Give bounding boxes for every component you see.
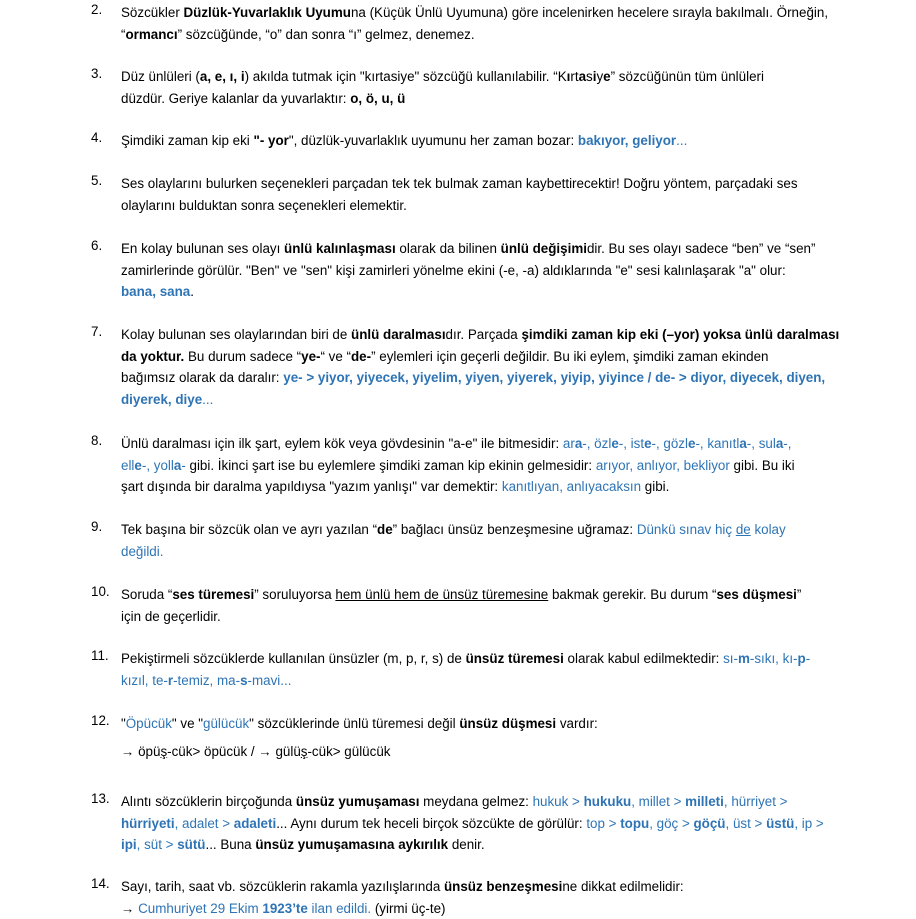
text-run: orman [125, 27, 166, 42]
text-run: göçü [694, 816, 726, 831]
item-number: 7. [91, 324, 119, 339]
text-line [121, 324, 861, 346]
text-line [121, 66, 861, 88]
text-run: Kolay bulunan ses olaylarından biri de [121, 327, 351, 342]
text-run: , göç > [649, 816, 693, 831]
text-run: a [739, 436, 746, 451]
text-run: olarak kabul edilmektedir: [564, 651, 723, 666]
item-text [121, 876, 861, 919]
item-number: 6. [91, 238, 119, 253]
text-run: Dünkü sınav hiç [637, 522, 736, 537]
text-run: -, ist [619, 436, 644, 451]
text-run: . [190, 284, 194, 299]
text-run: 1923’te [262, 901, 307, 916]
item-number: 2. [91, 2, 119, 17]
text-run: a [575, 436, 582, 451]
text-line [121, 541, 861, 563]
text-run: ... Aynı durum tek heceli birçok sözcükte de görülür: [276, 816, 586, 831]
text-run: , millet > [631, 794, 685, 809]
text-run: s [240, 673, 247, 688]
text-run: de [377, 522, 393, 537]
text-run: , adalet > [175, 816, 234, 831]
text-run: hürriyeti [121, 816, 175, 831]
text-run: hukuku [584, 794, 632, 809]
text-run: -, özl [582, 436, 611, 451]
text-run: ünsüz benzeşmesi [444, 879, 562, 894]
item-text [121, 791, 861, 856]
text-run: gibi. Bu iki [730, 458, 795, 473]
text-run: e [134, 458, 141, 473]
text-run: -cük> gülücük [307, 744, 390, 759]
text-line [121, 433, 861, 455]
text-line [121, 519, 861, 541]
text-run: ” bağlacı ünsüz benzeşmesine uğramaz: [393, 522, 637, 537]
text-run: a [776, 436, 783, 451]
example-line [121, 741, 861, 763]
text-line [121, 813, 861, 835]
text-run: ünsüz yumuşaması [296, 794, 420, 809]
text-run: Düz ünlüleri ( [121, 69, 200, 84]
text-run: ünsüz düşmesi [459, 716, 556, 731]
text-run: de- [351, 349, 371, 364]
item-text [121, 713, 861, 762]
text-run: En kolay bulunan ses olayı [121, 241, 284, 256]
text-run: Cumhuriyet 29 Ekim [138, 901, 262, 916]
text-run: ı [567, 69, 571, 84]
text-run: da yoktur. [121, 349, 184, 364]
text-run: cı [166, 27, 177, 42]
text-run: e [611, 436, 618, 451]
text-run: üstü [766, 816, 794, 831]
text-run: Sözcükler [121, 5, 184, 20]
text-run: e [688, 436, 695, 451]
text-run: kızıl, te- [121, 673, 168, 688]
item-number: 4. [91, 130, 119, 145]
text-run: ş [301, 744, 308, 759]
item-number: 11. [91, 648, 119, 663]
text-run: milleti [685, 794, 724, 809]
item-number: 13. [91, 791, 119, 806]
text-run: olaylarını bulduktan sonra seçenekleri elemektir. [121, 198, 407, 213]
item-number: 3. [91, 66, 119, 81]
text-run: -, [783, 436, 791, 451]
text-run: ) akılda tutmak için "kırtasiye" sözcüğü kullanılabilir. “K [245, 69, 567, 84]
text-line [121, 260, 861, 282]
text-run: → [121, 901, 138, 916]
text-run: ünsüz türemesi [466, 651, 564, 666]
text-run: "- yor [253, 133, 288, 148]
text-run: ” soruluyorsa [254, 587, 335, 602]
text-run: “ ve “ [320, 349, 351, 364]
text-line [121, 367, 861, 389]
text-run: - [181, 458, 185, 473]
text-run: ye- > yiyor, yiyecek, yiyelim, yiyen, yiyerek, yiyip, yiyince / de- > diyor, diyecek, diyen, [283, 370, 825, 385]
item-text [121, 519, 861, 562]
text-run: denir. [448, 837, 484, 852]
text-run: ... [202, 392, 213, 407]
item-text [121, 130, 861, 152]
text-line [121, 2, 861, 24]
text-run: ş [160, 744, 167, 759]
text-run: bakıyor, geliyor [578, 133, 676, 148]
text-run: a [579, 69, 586, 84]
item-text [121, 584, 861, 627]
text-run: düzdür. Geriye kalanlar da yuvarlaktır: [121, 91, 350, 106]
text-run: şart dışında bir daralma yapıldıysa "yazım yanlışı" var demektir: [121, 479, 502, 494]
text-run: ... [676, 133, 687, 148]
item-text [121, 2, 861, 45]
item-text [121, 648, 861, 691]
text-run: Ünlü daralması için ilk şart, eylem kök veya gövdesinin "a-e" ile bitmesidir: [121, 436, 563, 451]
text-run: ” sözcüğünde, “o” dan sonra “ı” gelmez, denemez. [178, 27, 475, 42]
text-line [121, 606, 861, 628]
text-run: gibi. [641, 479, 669, 494]
text-run: zamirlerinde görülür. "Ben" ve "sen" kişi zamirleri yönelme ekini (-e, -a) aldıklarında "e" sesi kalınlaşarak "a" olur: [121, 263, 786, 278]
text-run: e [644, 436, 651, 451]
text-run: y [596, 69, 603, 84]
item-text [121, 66, 861, 109]
text-run: Sayı, tarih, saat vb. sözcüklerin rakamla yazılışlarında [121, 879, 444, 894]
text-line [121, 455, 861, 477]
text-run: arıyor, anlıyor, bekliyor [596, 458, 730, 473]
text-run: " ve " [172, 716, 203, 731]
text-run: -mavi... [248, 673, 292, 688]
text-run: adaleti [234, 816, 276, 831]
text-run: dır. Parçada [446, 327, 522, 342]
item-number: 9. [91, 519, 119, 534]
text-run: Öpücük [126, 716, 172, 731]
text-line [121, 281, 861, 303]
item-text [121, 173, 861, 216]
item-number: 8. [91, 433, 119, 448]
text-run: e [603, 69, 610, 84]
text-run: s [586, 69, 593, 84]
text-run: dir. Bu ses olayı sadece “ben” ve “sen” [587, 241, 816, 256]
item-number: 10. [91, 584, 119, 599]
text-run: Bu durum sadece “ [184, 349, 301, 364]
text-run: gibi. İkinci şart ise bu eylemlere şimdiki zaman kip ekinin gelmesidir: [186, 458, 596, 473]
text-run: o, ö, u, ü [350, 91, 405, 106]
text-run: ses düşmesi [716, 587, 796, 602]
text-run: a [174, 458, 181, 473]
text-run: -, yoll [142, 458, 174, 473]
text-run: kolay [751, 522, 786, 537]
text-line [121, 648, 861, 670]
text-run: ", düzlük-yuvarlaklık uyumunu her zaman bozar: [289, 133, 578, 148]
text-run: bana, sana [121, 284, 190, 299]
text-line [121, 476, 861, 498]
item-text [121, 324, 861, 410]
text-line [121, 389, 861, 411]
text-run: " sözcüklerinde ünlü türemesi değil [249, 716, 459, 731]
text-run: , hürriyet > [724, 794, 788, 809]
text-run: şimdiki zaman kip eki (–yor) yoksa ünlü daralması [521, 327, 839, 342]
text-run: vardır: [556, 716, 598, 731]
text-run: Ses olaylarını bulurken seçenekleri parçadan tek tek bulmak zaman kaybettirecektir! Doğru yöntem, parçadaki ses [121, 176, 798, 191]
text-run: rt [570, 69, 578, 84]
text-run: gülücük [203, 716, 249, 731]
text-run: a, e, ı, i [200, 69, 245, 84]
text-run: ” eylemleri için geçerli değildir. Bu iki eylem, şimdiki zaman ekinden [371, 349, 768, 364]
item-number: 12. [91, 713, 119, 728]
text-line [121, 346, 861, 368]
text-run: Şimdiki zaman kip eki [121, 133, 253, 148]
text-run: ne dikkat edilmelidir: [562, 879, 683, 894]
text-line [121, 238, 861, 260]
text-run: ye- [301, 349, 320, 364]
text-line [121, 24, 861, 46]
text-run: meydana gelmez: [419, 794, 532, 809]
text-run: ünlü değişimi [501, 241, 587, 256]
text-run: de [736, 522, 751, 537]
text-line [121, 876, 861, 898]
text-run: ell [121, 458, 134, 473]
text-run: m [738, 651, 750, 666]
text-run: -, sul [747, 436, 776, 451]
text-run: sı- [723, 651, 738, 666]
text-run: → öpü [121, 744, 160, 759]
text-run: kanıtlıyan, anlıyacaksın [502, 479, 641, 494]
text-run: ünsüz yumuşamasına aykırılık [255, 837, 448, 852]
text-run: Düzlük-Yuvarlaklık Uyumu [184, 5, 351, 20]
text-run: topu [620, 816, 649, 831]
text-line [121, 88, 861, 110]
text-run: -, kanıtl [695, 436, 739, 451]
text-run: için de geçerlidir. [121, 609, 221, 624]
text-run: sütü [177, 837, 205, 852]
text-run: ar [563, 436, 575, 451]
text-run: hukuk > [533, 794, 584, 809]
text-run: Pekiştirmeli sözcüklerde kullanılan ünsüzler (m, p, r, s) de [121, 651, 466, 666]
text-run: Tek başına bir sözcük olan ve ayrı yazılan “ [121, 522, 377, 537]
text-line [121, 791, 861, 813]
text-run: , ip > [794, 816, 823, 831]
text-run: ünlü kalınlaşması [284, 241, 396, 256]
text-run: i [593, 69, 597, 84]
text-run: ilan edildi. [308, 901, 371, 916]
text-line [121, 670, 861, 692]
text-run: na (Küçük Ünlü Uyumuna) göre incelenirken hecelere sırayla bakılmalı. Örneğin, [351, 5, 828, 20]
text-run: bağımsız olarak da daralır: [121, 370, 283, 385]
text-run: (yirmi üç-te) [371, 901, 445, 916]
text-line [121, 713, 861, 735]
text-run: hem ünlü hem de ünsüz türemesine [335, 587, 548, 602]
text-run: -sıkı, kı- [750, 651, 798, 666]
text-run: ünlü daralması [351, 327, 446, 342]
text-run: ” sözcüğünün tüm ünlüleri [611, 69, 764, 84]
text-run: Soruda “ [121, 587, 172, 602]
text-line [121, 173, 861, 195]
text-run: , üst > [726, 816, 767, 831]
text-run: ses türemesi [172, 587, 254, 602]
text-line [121, 195, 861, 217]
text-line [121, 584, 861, 606]
text-run: diyerek, diye [121, 392, 202, 407]
text-run: -temiz, ma- [173, 673, 240, 688]
text-line [121, 834, 861, 856]
text-run: - [806, 651, 810, 666]
text-run: " [121, 716, 126, 731]
text-run: , süt > [137, 837, 178, 852]
text-run: Alıntı sözcüklerin birçoğunda [121, 794, 296, 809]
text-run: değildi. [121, 544, 163, 559]
item-number: 14. [91, 876, 119, 891]
text-line [121, 130, 861, 152]
text-run: bakmak gerekir. Bu durum “ [548, 587, 716, 602]
item-number: 5. [91, 173, 119, 188]
item-text [121, 433, 861, 498]
item-text [121, 238, 861, 303]
text-run: ” [797, 587, 801, 602]
text-run: r [168, 673, 173, 688]
text-run: “ [121, 27, 125, 42]
text-run: p [798, 651, 806, 666]
text-run: ipi [121, 837, 137, 852]
text-run: top > [586, 816, 620, 831]
text-run: -, gözl [652, 436, 688, 451]
text-run: -cük> öpücük / → gülü [167, 744, 301, 759]
text-run: ... Buna [205, 837, 255, 852]
text-run: olarak da bilinen [396, 241, 501, 256]
